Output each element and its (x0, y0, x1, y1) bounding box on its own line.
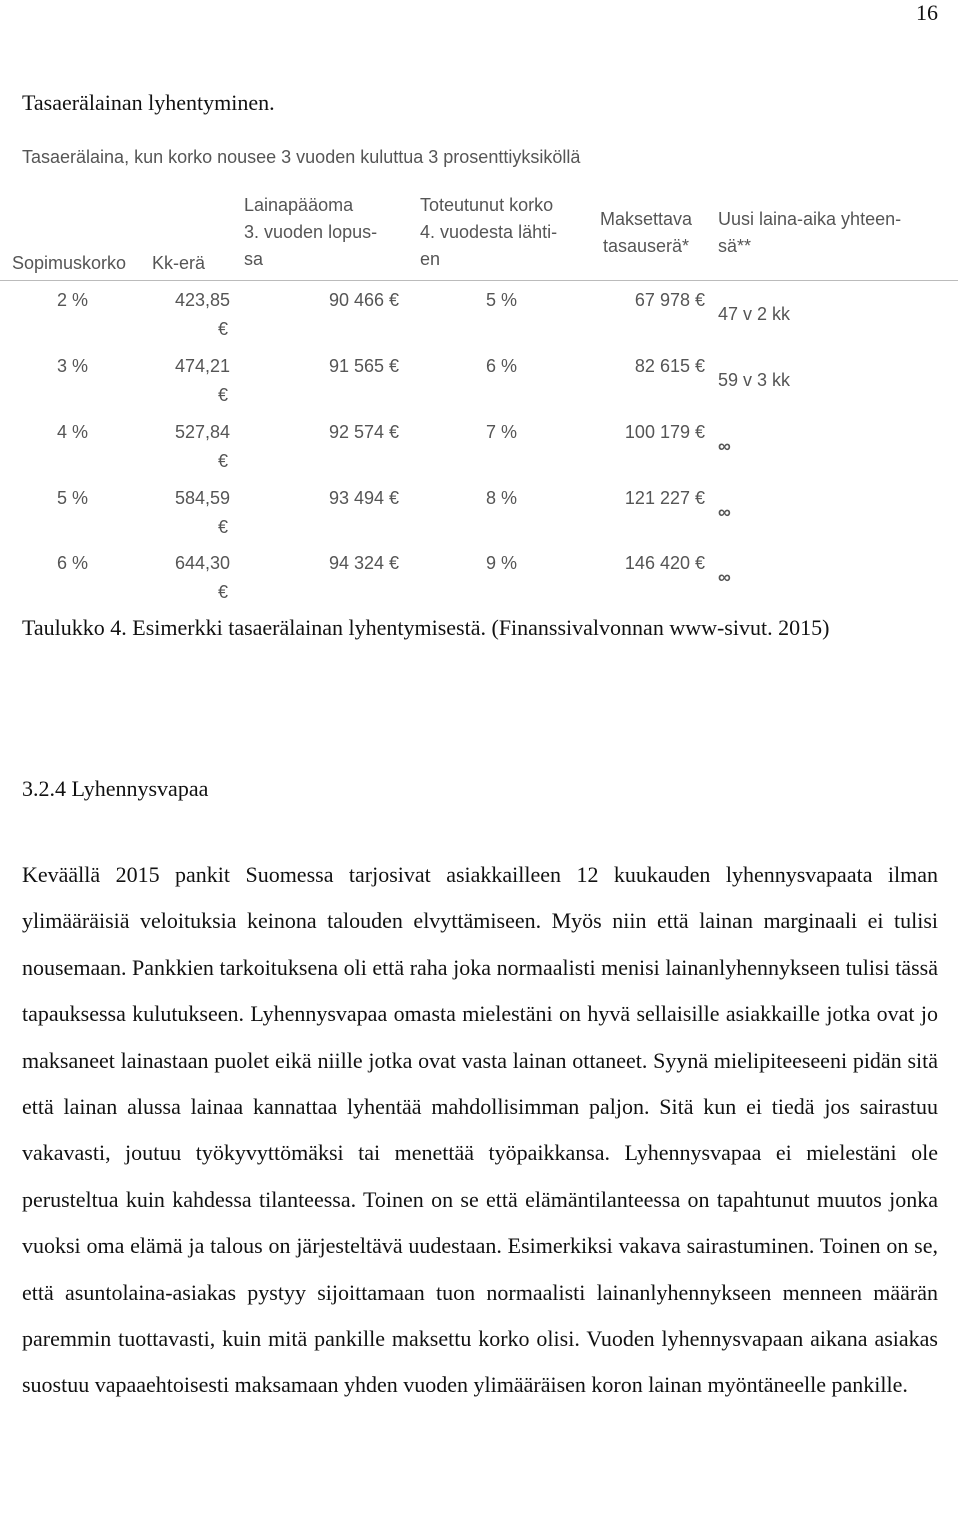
cell-term: ∞ (718, 567, 731, 587)
cell-realized: 5 % (486, 290, 518, 310)
header-uusi-laina-aika: Uusi laina-aika yhteen- sä** (718, 209, 902, 256)
cell-payment: 67 978 € (634, 290, 705, 310)
page-number: 16 (916, 0, 938, 25)
header-rule (0, 280, 958, 281)
cell-kk: 527,84 (174, 422, 230, 442)
table-caption: Taulukko 4. Esimerkki tasaerälainan lyhentymisestä. (Finanssivalvonnan www-sivut. 2015) (22, 615, 830, 640)
cell-payment: 146 420 € (624, 553, 705, 573)
cell-payment: 121 227 € (624, 488, 705, 508)
cell-kk: 584,59 (174, 488, 230, 508)
header-sopimuskorko: Sopimuskorko (12, 253, 127, 273)
cell-term: ∞ (718, 436, 731, 456)
cell-principal: 92 574 € (329, 422, 400, 442)
cell-realized: 8 % (486, 488, 518, 508)
cell-term: ∞ (718, 502, 731, 522)
cell-principal: 94 324 € (329, 553, 400, 573)
cell-rate: 6 % (57, 553, 89, 573)
body-paragraph: Keväällä 2015 pankit Suomessa tarjosivat asiakkailleen 12 kuukauden lyhennysvapaata ilman ylimääräisiä veloituksia keinona talouden elvyttämiseen. Myös niin että lainan marginaali ei tulisi nousemaan. Pankkien tarkoituksena oli että raha joka normaalisti menisi lainanlyhennykseen tulisi tässä tapauksessa kulutukseen. Lyhennysvapaa omasta mielestäni on hyvä sellaisille asiakkaille jotka ovat jo maksaneet lainastaan puolet eikä niille jotka ovat vasta lainan ottaneet. Syynä mielipiteeseeni pidän sitä että lainan alussa lainaa kannattaa lyhentää mahdollisimman paljon. Sitä kun ei tiedä jos sairastuu vakavasti, joutuu työkyvyttömäksi tai menettää työpaikkansa. Lyhennysvapaa ei mielestäni ole perusteltua kuin kahdessa tilanteessa. Toinen on se että elämäntilanteessa on tapahtunut muutos jonka vuoksi oma elämä ja talous on järjesteltävä uudestaan. Esimerkiksi vakava sairastuminen. Toinen on se, että asuntolaina-asiakas pystyy sijoittamaan tuon normaalisti lainanlyhennykseen menneen määrän paremmin tuottavasti, kuin mitä pankille maksettu korko olisi. Vuoden lyhennysvapaan aikana asiakas suostuu vapaaehtoisesti maksamaan yhden vuoden ylimääräisen koron lainan myöntäneelle pankille. (22, 862, 938, 1398)
cell-kk: 644,30 (174, 553, 230, 573)
cell-realized: 7 % (486, 422, 518, 442)
cell-realized: 9 % (486, 553, 518, 573)
cell-kk-euro: € (218, 385, 229, 405)
cell-kk: 423,85 (174, 290, 230, 310)
header-maksettava: Maksettava tasauserä* (600, 209, 693, 256)
cell-kk-euro: € (218, 517, 229, 537)
cell-principal: 93 494 € (329, 488, 400, 508)
cell-term: 59 v 3 kk (718, 370, 791, 390)
cell-principal: 90 466 € (329, 290, 400, 310)
section-heading: 3.2.4 Lyhennysvapaa (22, 776, 209, 801)
cell-kk-euro: € (218, 451, 229, 471)
header-lainapaaoma: Lainapääoma 3. vuoden lopus- sa (244, 195, 378, 269)
cell-rate: 5 % (57, 488, 89, 508)
header-kk-era: Kk-erä (152, 253, 206, 273)
cell-payment: 100 179 € (624, 422, 705, 442)
cell-term: 47 v 2 kk (718, 304, 791, 324)
cell-rate: 3 % (57, 356, 89, 376)
cell-kk-euro: € (218, 319, 229, 339)
heading: Tasaerälainan lyhentyminen. (22, 90, 275, 115)
cell-payment: 82 615 € (634, 356, 705, 376)
cell-kk-euro: € (218, 582, 229, 602)
cell-principal: 91 565 € (329, 356, 400, 376)
cell-kk: 474,21 (174, 356, 230, 376)
cell-rate: 4 % (57, 422, 89, 442)
cell-rate: 2 % (57, 290, 89, 310)
header-toteutunut-korko: Toteutunut korko 4. vuodesta lähti- en (420, 195, 558, 269)
cell-realized: 6 % (486, 356, 518, 376)
table-caption-top: Tasaerälaina, kun korko nousee 3 vuoden kuluttua 3 prosenttiyksiköllä (22, 147, 581, 167)
